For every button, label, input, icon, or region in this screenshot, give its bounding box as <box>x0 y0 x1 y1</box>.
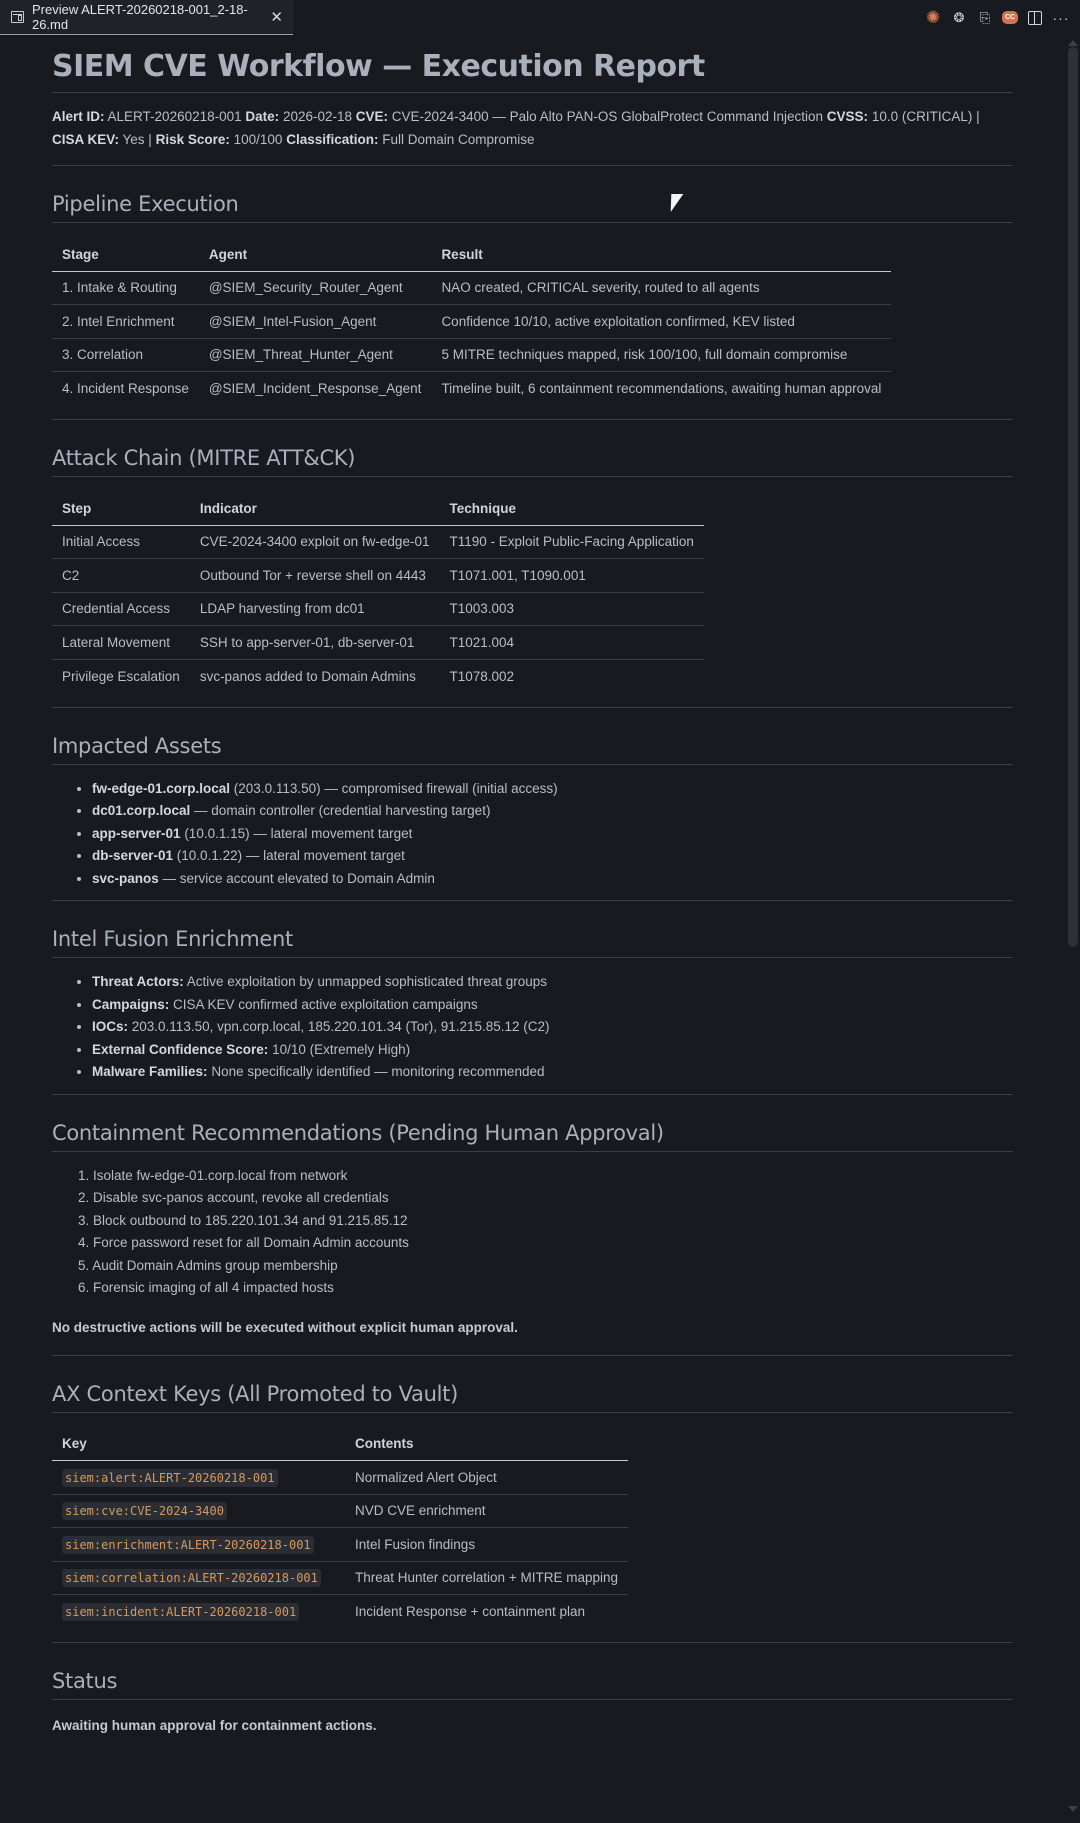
close-icon[interactable]: ✕ <box>270 9 283 26</box>
alert-id-value: ALERT-20260218-001 <box>107 109 242 124</box>
markdown-preview <box>52 35 1013 1733</box>
intel-detail: 203.0.113.50, vpn.corp.local, 185.220.101.34 (Tor), 91.215.85.12 (C2) <box>128 1019 550 1034</box>
date-label: Date: <box>245 109 280 124</box>
cell: @SIEM_Security_Router_Agent <box>208 280 403 296</box>
intel-list <box>52 958 1013 1094</box>
tab-label: Preview ALERT-20260218-001_2-18-26.md <box>31 2 248 32</box>
col-header: Step <box>52 492 190 525</box>
col-header: Stage <box>52 238 199 271</box>
intel-label: Malware Families: <box>92 1064 208 1079</box>
scrollbar-thumb[interactable] <box>1068 47 1078 947</box>
open-file-icon[interactable]: ⎘ <box>979 9 991 25</box>
cell: T1071.001, T1090.001 <box>439 559 703 593</box>
table-row <box>52 525 704 559</box>
cell: T1078.002 <box>439 659 703 693</box>
section-heading: Containment Recommendations (Pending Human Approval) <box>52 1121 1013 1152</box>
alert-metadata <box>52 93 1013 166</box>
more-actions-icon[interactable]: ··· <box>1052 9 1070 26</box>
cell: Incident Response + containment plan <box>345 1595 628 1629</box>
intel-detail: 10/10 (Extremely High) <box>268 1041 411 1057</box>
cell: Intel Fusion findings <box>345 1528 628 1562</box>
claude-icon[interactable]: ✺ <box>925 7 941 27</box>
cell: Lateral Movement <box>52 626 190 660</box>
intel-label: Campaigns: <box>92 996 170 1012</box>
asset-detail: — domain controller (credential harvesting target) <box>190 803 491 818</box>
cell: T1021.004 <box>439 626 703 660</box>
cell: @SIEM_Intel-Fusion_Agent <box>199 305 432 339</box>
cell: 1. Intake & Routing <box>62 280 177 296</box>
section-heading: Attack Chain (MITRE ATT&CK) <box>52 446 1013 477</box>
col-header: Indicator <box>190 492 440 525</box>
list-item <box>92 778 1013 801</box>
openai-icon[interactable]: ❂ <box>953 9 965 25</box>
table-row <box>52 1528 628 1562</box>
asset-name: app-server-01 <box>92 825 181 841</box>
col-header: Agent <box>199 238 432 271</box>
cell: Confidence 10/10, active exploitation confirmed, KEV listed <box>431 305 891 339</box>
kev-value: Yes | <box>122 132 152 147</box>
list-item <box>92 845 1013 868</box>
asset-detail: (203.0.113.50) — compromised firewall (initial access) <box>230 780 558 796</box>
table-row <box>52 372 891 406</box>
cve-label: CVE: <box>355 109 389 124</box>
cell: T1190 - Exploit Public-Facing Application <box>449 534 694 550</box>
cell: Initial Access <box>62 534 141 550</box>
alert-id-label: Alert ID: <box>52 109 105 124</box>
classification-value: Full Domain Compromise <box>382 132 535 147</box>
cell: @SIEM_Incident_Response_Agent <box>199 372 432 406</box>
asset-detail: (10.0.1.15) — lateral movement target <box>180 825 413 841</box>
risk-label: Risk Score: <box>155 132 230 147</box>
assets-list <box>52 765 1013 901</box>
cell: svc-panos added to Domain Admins <box>190 659 440 693</box>
intel-detail: None specifically identified — monitoring recommended <box>207 1064 545 1079</box>
section-heading: AX Context Keys (All Promoted to Vault) <box>52 1382 1013 1413</box>
cell: NVD CVE enrichment <box>345 1494 628 1528</box>
cell: 5 MITRE techniques mapped, risk 100/100, full domain compromise <box>431 338 891 372</box>
list-item: 5. Audit Domain Admins group membership <box>78 1257 338 1273</box>
list-item <box>92 868 1013 891</box>
cell: Outbound Tor + reverse shell on 4443 <box>190 559 440 593</box>
cell: SSH to app-server-01, db-server-01 <box>190 626 440 660</box>
asset-name: svc-panos <box>92 870 159 886</box>
context-key: siem:alert:ALERT-20260218-001 <box>62 1469 278 1487</box>
col-header: Contents <box>345 1428 628 1461</box>
attack-chain-table <box>52 492 704 693</box>
col-header: Key <box>52 1428 345 1461</box>
intel-label: IOCs: <box>92 1019 129 1034</box>
asset-name: fw-edge-01.corp.local <box>92 780 231 796</box>
list-item <box>92 1039 1013 1062</box>
split-editor-icon <box>1028 11 1042 25</box>
context-key: siem:incident:ALERT-20260218-001 <box>62 1603 299 1621</box>
intel-label: Threat Actors: <box>92 974 184 989</box>
risk-value: 100/100 <box>233 132 283 147</box>
list-item <box>92 971 1013 994</box>
impacted-assets-section <box>52 708 1013 902</box>
tab-preview[interactable] <box>0 0 293 35</box>
section-heading: Pipeline Execution <box>52 192 1013 223</box>
cell: Privilege Escalation <box>52 659 190 693</box>
split-editor-button[interactable] <box>1026 9 1044 27</box>
list-item: 1. Isolate fw-edge-01.corp.local from network <box>78 1167 348 1183</box>
cell: Credential Access <box>52 592 190 626</box>
classification-label: Classification: <box>286 132 379 147</box>
cvss-value: 10.0 (CRITICAL) | <box>871 109 980 124</box>
list-item: 4. Force password reset for all Domain Admin accounts <box>78 1235 409 1250</box>
list-item <box>92 1016 1013 1039</box>
intel-fusion-section <box>52 901 1013 1095</box>
list-item <box>92 823 1013 846</box>
section-heading: Intel Fusion Enrichment <box>52 927 1013 958</box>
cell: NAO created, CRITICAL severity, routed to all agents <box>441 280 760 296</box>
mouse-cursor-icon <box>671 194 684 212</box>
col-header: Technique <box>439 492 703 525</box>
page-title: SIEM CVE Workflow — Execution Report <box>52 35 1013 93</box>
pipeline-table <box>52 238 891 405</box>
list-item: 2. Disable svc-panos account, revoke all credentials <box>78 1190 389 1205</box>
table-row <box>52 659 704 693</box>
containment-list <box>52 1152 1013 1310</box>
cell: Normalized Alert Object <box>355 1469 497 1485</box>
asset-name: dc01.corp.local <box>92 803 191 818</box>
table-row <box>52 338 891 372</box>
asset-name: db-server-01 <box>92 848 174 863</box>
attack-chain-section <box>52 420 1013 708</box>
scroll-down-arrow[interactable] <box>1068 1806 1078 1812</box>
cell: T1003.003 <box>439 592 703 626</box>
list-item: 3. Block outbound to 185.220.101.34 and 91.215.85.12 <box>78 1212 408 1228</box>
editor-actions <box>924 0 1070 35</box>
intel-detail: Active exploitation by unmapped sophisticated threat groups <box>183 974 547 989</box>
cell: Timeline built, 6 containment recommendations, awaiting human approval <box>431 372 891 406</box>
col-header: Result <box>431 238 891 271</box>
context-keys-section <box>52 1356 1013 1644</box>
table-row <box>52 626 704 660</box>
list-item <box>92 994 1013 1017</box>
context-key: siem:correlation:ALERT-20260218-001 <box>62 1569 321 1587</box>
kev-label: CISA KEV: <box>52 132 120 147</box>
table-row <box>52 305 891 339</box>
containment-section <box>52 1095 1013 1356</box>
cell: Threat Hunter correlation + MITRE mapping <box>345 1561 628 1595</box>
table-row <box>52 1595 628 1629</box>
asset-detail: — service account elevated to Domain Admin <box>158 870 435 886</box>
cvss-label: CVSS: <box>826 109 869 124</box>
section-heading: Impacted Assets <box>52 734 1013 765</box>
cell: LDAP harvesting from dc01 <box>190 592 440 626</box>
table-row <box>52 271 891 305</box>
asset-detail: (10.0.1.22) — lateral movement target <box>173 848 405 863</box>
table-row <box>52 1494 628 1528</box>
cc-chat-icon[interactable]: CC <box>1002 11 1018 24</box>
context-key: siem:enrichment:ALERT-20260218-001 <box>62 1536 314 1554</box>
cell: C2 <box>52 559 190 593</box>
cve-value: CVE-2024-3400 — Palo Alto PAN-OS GlobalProtect Command Injection <box>391 109 824 124</box>
table-row <box>52 1561 628 1595</box>
date-value: 2026-02-18 <box>282 109 352 124</box>
scroll-up-arrow[interactable] <box>1068 40 1078 46</box>
cell: 2. Intel Enrichment <box>52 305 199 339</box>
status-section <box>52 1643 1013 1733</box>
section-heading: Status <box>52 1669 1013 1700</box>
list-item: 6. Forensic imaging of all 4 impacted hosts <box>78 1280 334 1295</box>
intel-label: External Confidence Score: <box>92 1041 269 1057</box>
intel-detail: CISA KEV confirmed active exploitation campaigns <box>169 996 478 1012</box>
list-item <box>92 800 1013 823</box>
context-key: siem:cve:CVE-2024-3400 <box>62 1502 227 1520</box>
status-text: Awaiting human approval for containment actions. <box>52 1718 377 1733</box>
approval-note: No destructive actions will be executed without explicit human approval. <box>52 1310 1013 1356</box>
cell: 3. Correlation <box>52 338 199 372</box>
cell: 4. Incident Response <box>52 372 199 406</box>
cell: CVE-2024-3400 exploit on fw-edge-01 <box>199 534 430 550</box>
context-keys-table <box>52 1428 628 1629</box>
cell: @SIEM_Threat_Hunter_Agent <box>199 338 432 372</box>
list-item <box>92 1061 1013 1084</box>
table-row <box>52 1461 628 1495</box>
table-row <box>52 592 704 626</box>
editor-tab-bar <box>0 0 1080 35</box>
pipeline-section <box>52 166 1013 420</box>
table-row <box>52 559 704 593</box>
preview-icon <box>11 11 24 23</box>
